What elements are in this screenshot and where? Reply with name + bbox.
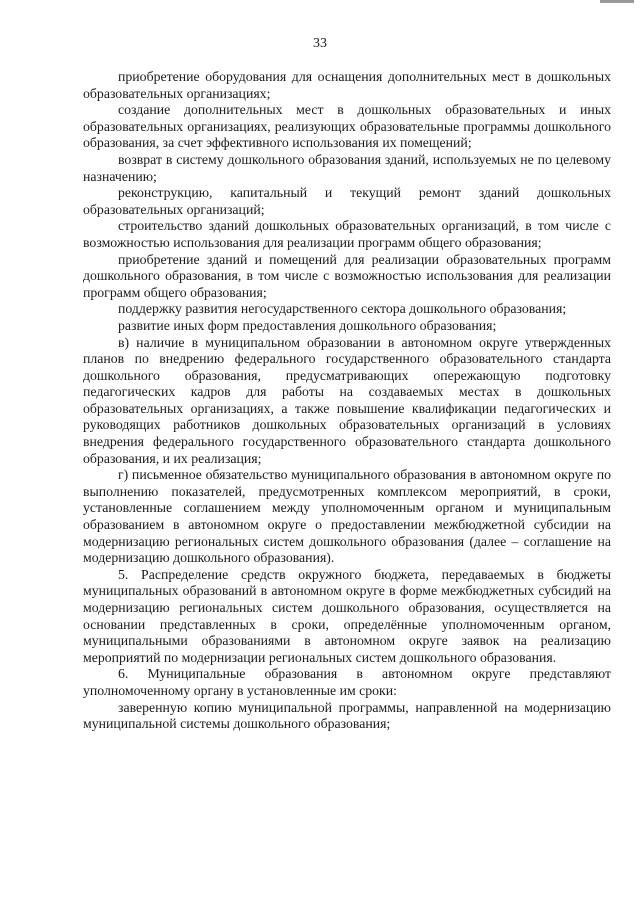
paragraph: г) письменное обязательство муниципального образования в автономном округе по выполнению показателей, предусмотренных комплексом мероприятий, в сроки, установленные соглашением между уполномоченным органом и муниципальным образованием в автономном округе о предоставлении межбюджетной субсидии на модернизацию региональных систем дошкольного образования (далее – соглашение на модернизацию дошкольного образования).: [83, 467, 611, 566]
document-body: [83, 69, 611, 733]
paragraph: строительство зданий дошкольных образовательных организаций, в том числе с возможностью использования для реализации программ общего образования;: [83, 218, 611, 250]
paragraph: развитие иных форм предоставления дошкольного образования;: [118, 317, 497, 333]
paragraph: создание дополнительных мест в дошкольных образовательных и иных образовательных организациях, реализующих образовательные программы дошкольного образования, за счет эффективного использования их помещений;: [83, 102, 611, 151]
paragraph: в) наличие в муниципальном образовании в автономном округе утвержденных планов по внедрению федерального государственного образовательного стандарта дошкольного образования, предусматривающих опережающую подготовку педагогических кадров для работы на создаваемых местах в дошкольных образовательных организациях, а также повышение квалификации педагогических и руководящих работников дошкольных образовательных организаций в условиях внедрения федерального государственного образовательного стандарта дошкольного образования, и их реализация;: [83, 334, 611, 466]
scan-edge-mark: [600, 0, 634, 3]
paragraph: поддержку развития негосударственного сектора дошкольного образования;: [118, 301, 567, 317]
paragraph: 6. Муниципальные образования в автономном округе представляют уполномоченному органу в установленные им сроки:: [83, 666, 611, 698]
page-number: 33: [313, 36, 327, 51]
paragraph: реконструкцию, капитальный и текущий ремонт зданий дошкольных образовательных организаций;: [83, 185, 611, 217]
paragraph: заверенную копию муниципальной программы, направленной на модернизацию муниципальной системы дошкольного образования;: [83, 699, 611, 732]
paragraph: приобретение оборудования для оснащения дополнительных мест в дошкольных образовательных организациях;: [83, 69, 611, 101]
paragraph: приобретение зданий и помещений для реализации образовательных программ дошкольного образования, в том числе с возможностью использования для реализации программ общего образования;: [83, 251, 611, 300]
paragraph: возврат в систему дошкольного образования зданий, используемых не по целевому назначению;: [83, 151, 611, 184]
paragraph: 5. Распределение средств окружного бюджета, передаваемых в бюджеты муниципальных образований в автономном округе в форме межбюджетных субсидий на модернизацию региональных систем дошкольного образования, осуществляется на основании представленных в сроки, определённые уполномоченным органом, муниципальными образованиями в автономном округе заявок на реализацию мероприятий по модернизации региональных систем дошкольного образования.: [83, 566, 611, 665]
